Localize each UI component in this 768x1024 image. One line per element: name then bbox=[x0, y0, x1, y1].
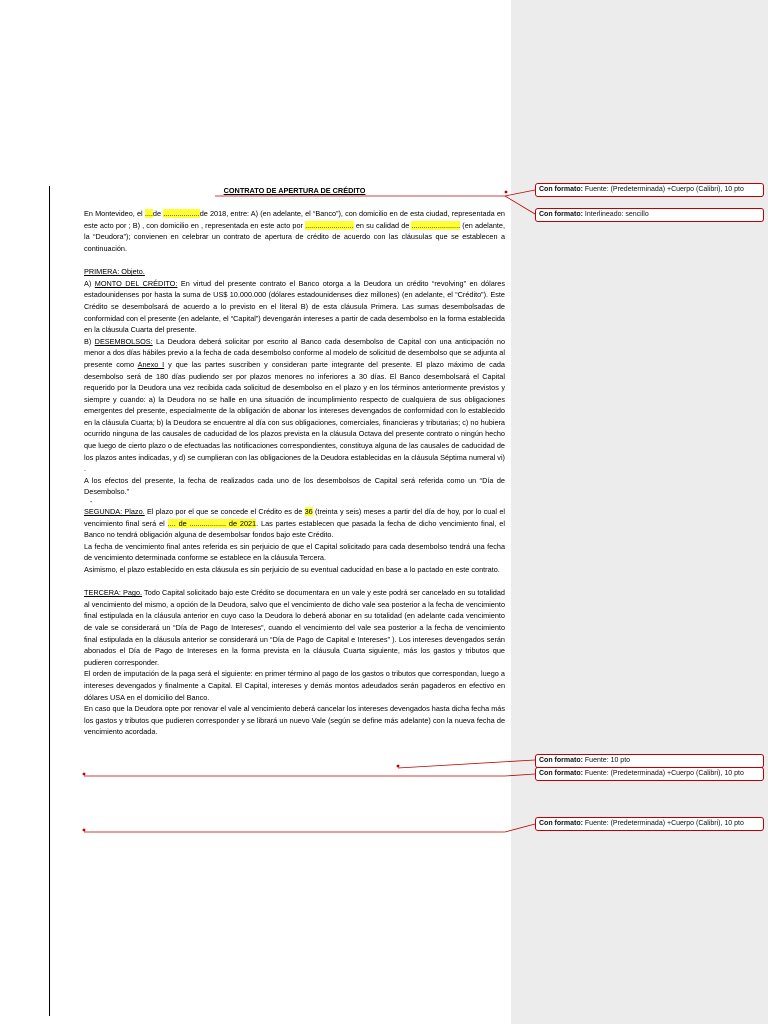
text-run: de bbox=[152, 209, 164, 219]
text-run: En Montevideo, el bbox=[84, 209, 145, 219]
text-run: Todo Capital solicitado bajo este Crédito se documentara en un vale y este podrá ser cancelado en su totalidad al vencimiento del mismo, a opción de la Deudora, salvo que el vencimiento de dicho vale sea posterior a la fecha de vencimiento final estipulada en la cláusula anterior en cuyo caso la Deudora lo deberá abonar en su totalidad (en adelante cada vencimiento de vale se considerará un “Día de Pago de Intereses”, cuando el vencimiento del vale sea posterior a la fecha de vencimiento final estipulada en la cláusula anterior se considerará un “Día de Pago de Capital e Intereses” ). Los intereses devengados serán abonados el Día de Pago de Intereses en la forma prevista en la cláusula Cuarta siguiente, más los gastos y tributos que pudieren corresponder. bbox=[84, 588, 505, 667]
text-run: . Las partes establecen que pasada la fecha de dicho vencimiento final, el Banco no tendrá obligación alguna de desembolsar fondos bajo este Crédito. bbox=[84, 518, 505, 540]
format-comment-2[interactable]: Con formato: Interlineado: sencillo bbox=[535, 208, 764, 222]
highlighted-placeholder: .................. bbox=[163, 209, 200, 219]
text-run: en su calidad de bbox=[353, 220, 412, 230]
text-run: de 2018, entre: A) (en adelante, el “Banco”), con domicilio en de esta ciudad, representada en este acto por ; B) , con domicilio en , representada en este acto por bbox=[84, 209, 505, 230]
change-bar bbox=[49, 186, 50, 1016]
text-run: En virtud del presente contrato el Banco otorga a la Deudora un crédito “revolving” en dólares estadounidenses por hasta la suma de US$ 10.000.000 (dólares estadounidenses diez millones) (en adelante, el “Crédito”). Este Crédito se desembolsará de acuerdo a lo previsto en el literal B) de esta cláusula Primera. Las sumas desembolsadas de conformidad con el presente (en adelante, el “Capital”) devengarán intereses a partir de cada desembolso en la forma establecida en la cláusula Cuarta del presente. bbox=[84, 278, 505, 335]
underlined-label: Anexo I bbox=[137, 359, 165, 369]
text-run: (en adelante, la “Deudora”); convienen en celebrar un contrato de apertura de crédito de acuerdo con las cláusulas que se establecen a continuación. bbox=[84, 220, 505, 253]
underlined-label: SEGUNDA: Plazo. bbox=[84, 507, 145, 517]
underlined-label: TERCERA: Pago. bbox=[84, 588, 143, 598]
highlighted-placeholder: ........................ bbox=[305, 220, 354, 230]
text-run: (treinta y seis) meses a partir del día de hoy, por lo cual el vencimiento final será el bbox=[84, 507, 505, 528]
clause-tercera-p3: En caso que la Deudora opte por renovar el vale al vencimiento deberá cancelar los intereses devengados hasta dicha fecha más los gastos y tributos que pudieren corresponder y se librará un nuevo Vale (según se define más adelante) con la nueva fecha de vencimiento acordada. bbox=[84, 704, 505, 737]
highlighted-placeholder: .... bbox=[144, 209, 153, 219]
underlined-label: MONTO DEL CRÉDITO: bbox=[94, 278, 178, 288]
document-body[interactable] bbox=[84, 185, 505, 738]
contract-title: CONTRATO DE APERTURA DE CRÉDITO bbox=[223, 186, 366, 195]
highlighted-placeholder: ........................ bbox=[411, 220, 461, 230]
comment-margin-pane bbox=[511, 0, 768, 1024]
format-comment-4[interactable]: Con formato: Fuente: (Predeterminada) +Cuerpo (Calibri), 10 pto bbox=[535, 767, 764, 781]
highlighted-placeholder: .... de .................. de 2021 bbox=[167, 518, 257, 528]
clause-segunda-p1 bbox=[84, 506, 505, 541]
dash-line: - bbox=[90, 497, 93, 507]
clause-segunda-p2: La fecha de vencimiento final antes referida es sin perjuicio de que el Capital solicitado para cada desembolso tendrá una fecha de vencimiento determinada conforme se establece en la cláusula Tercera. bbox=[84, 541, 505, 563]
format-comment-1[interactable]: Con formato: Fuente: (Predeterminada) +Cuerpo (Calibri), 10 pto bbox=[535, 183, 764, 197]
underlined-label: DESEMBOLSOS: bbox=[94, 336, 153, 346]
clause-tercera-p2: El orden de imputación de la paga será el siguiente: en primer término al pago de los gastos o tributos que correspondan, luego a intereses devengados y finalmente a Capital. El Capital, intereses y demás montos adeudados serán pagaderos en efectivo en dólares USA en el domicilio del Banco. bbox=[84, 669, 505, 702]
text-run: B) bbox=[84, 336, 95, 346]
text-run: A) bbox=[84, 278, 95, 288]
intro-paragraph bbox=[84, 208, 505, 254]
clause-tercera-p1 bbox=[84, 587, 505, 668]
highlighted-placeholder: 36 bbox=[304, 507, 313, 517]
text-run: El plazo por el que se concede el Crédito es de bbox=[144, 507, 305, 517]
clause-primera-b bbox=[84, 336, 505, 475]
text-run: y que las partes suscriben y consideran parte integrante del presente. El plazo máximo de cada desembolso será de 180 días pudiendo ser por plazos menores no inferiores a 30 días. El Banco desembolsará el Capital requerido por la Deudora una vez recibida cada solicitud de desembolso en el plazo y en los términos anteriormente previstos y siempre y cuando: a) la Deudora no se halle en una situación de incumplimiento respecto de cualquiera de sus obligaciones emergentes del presente, especialmente de la obligación de abonar los intereses devengados de conformidad con lo establecido en la cláusula Cuarta; b) la Deudora se encuentre al día con sus obligaciones, comerciales, financieras y tributarias; c) no hubiera ocurrido ninguna de las causales de caducidad de los plazos prevista en la cláusula Octava del presente contrato o ningún hecho que luego de cierto plazo o de efectuadas las notificaciones correspondientes, constituya alguna de las causales de caducidad de los plazos antes indicadas, y d) se cumplieran con las obligaciones de la Deudora establecidas en la cláusula Séptima numeral vi) . bbox=[84, 359, 505, 474]
clause-primera-tail: A los efectos del presente, la fecha de realizados cada uno de los desembolsos de Capital será referida como un “Día de Desembolso.” bbox=[84, 475, 505, 497]
clause-primera-a bbox=[84, 278, 505, 336]
format-comment-5[interactable]: Con formato: Fuente: (Predeterminada) +Cuerpo (Calibri), 10 pto bbox=[535, 817, 764, 831]
clause-segunda-p3: Asimismo, el plazo establecido en esta cláusula es sin perjuicio de su eventual caducidad en base a lo pactado en este contrato. bbox=[84, 565, 500, 574]
clause-primera-heading: PRIMERA: Objeto. bbox=[84, 267, 145, 277]
format-comment-3[interactable]: Con formato: Fuente: 10 pto bbox=[535, 754, 764, 768]
text-run: La Deudora deberá solicitar por escrito al Banco cada desembolso de Capital con una anticipación no menor a dos días hábiles previo a la fecha de cada desembolso conforme al modelo de solicitud de desembolso que se adjunta al presente como bbox=[84, 336, 506, 369]
